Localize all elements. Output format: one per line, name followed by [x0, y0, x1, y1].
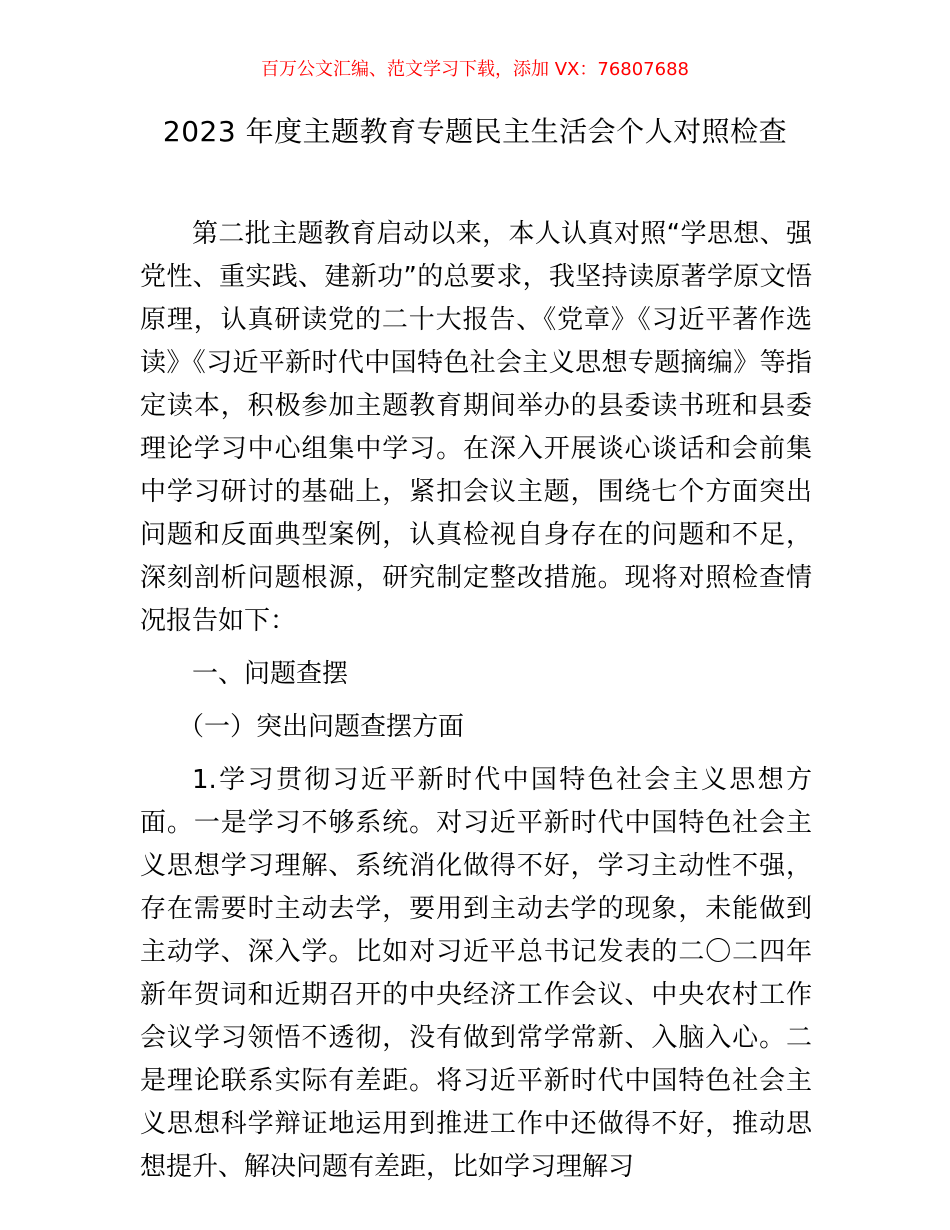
section-heading: 一、问题查摆: [192, 659, 349, 689]
watermark-header: 百万公文汇编、范文学习下载，添加 VX：76807688: [261, 59, 689, 80]
subsection-heading: （一）突出问题查摆方面: [178, 712, 465, 742]
paragraph-spacer: [140, 643, 812, 653]
intro-paragraph: 第二批主题教育启动以来，本人认真对照“学思想、强党性、重实践、建新功”的总要求，我坚持读原著学原文悟原理，认真研读党的二十大报告、《党章》《习近平著作选读》《习近平新时代中国特色社会主义思想专题摘编》等指定读本，积极参加主题教育期间举办的县委读书班和县委理论学习中心组集中学习。在深入开展谈心谈话和会前集中学习研讨的基础上，紧扣会议主题，围绕七个方面突出问题和反面典型案例，认真检视自身存在的问题和不足，深刻剖析问题根源，研究制定整改措施。现将对照检查情况报告如下：: [140, 219, 812, 636]
document-body: [140, 213, 812, 1189]
item-paragraph: 1.学习贯彻习近平新时代中国特色社会主义思想方面。一是学习不够系统。对习近平新时代中国特色社会主义思想学习理解、系统消化做得不好，学习主动性不强，存在需要时主动去学，要用到主动去学的现象，未能做到主动学、深入学。比如对习近平总书记发表的二〇二四年新年贺词和近期召开的中央经济工作会议、中央农村工作会议学习领悟不透彻，没有做到常学常新、入脑入心。二是理论联系实际有差距。将习近平新时代中国特色社会主义思想科学辩证地运用到推进工作中还做得不好，推动思想提升、解决问题有差距，比如学习理解习: [140, 765, 812, 1182]
document-title: 2023 年度主题教育专题民主生活会个人对照检查: [162, 115, 788, 148]
